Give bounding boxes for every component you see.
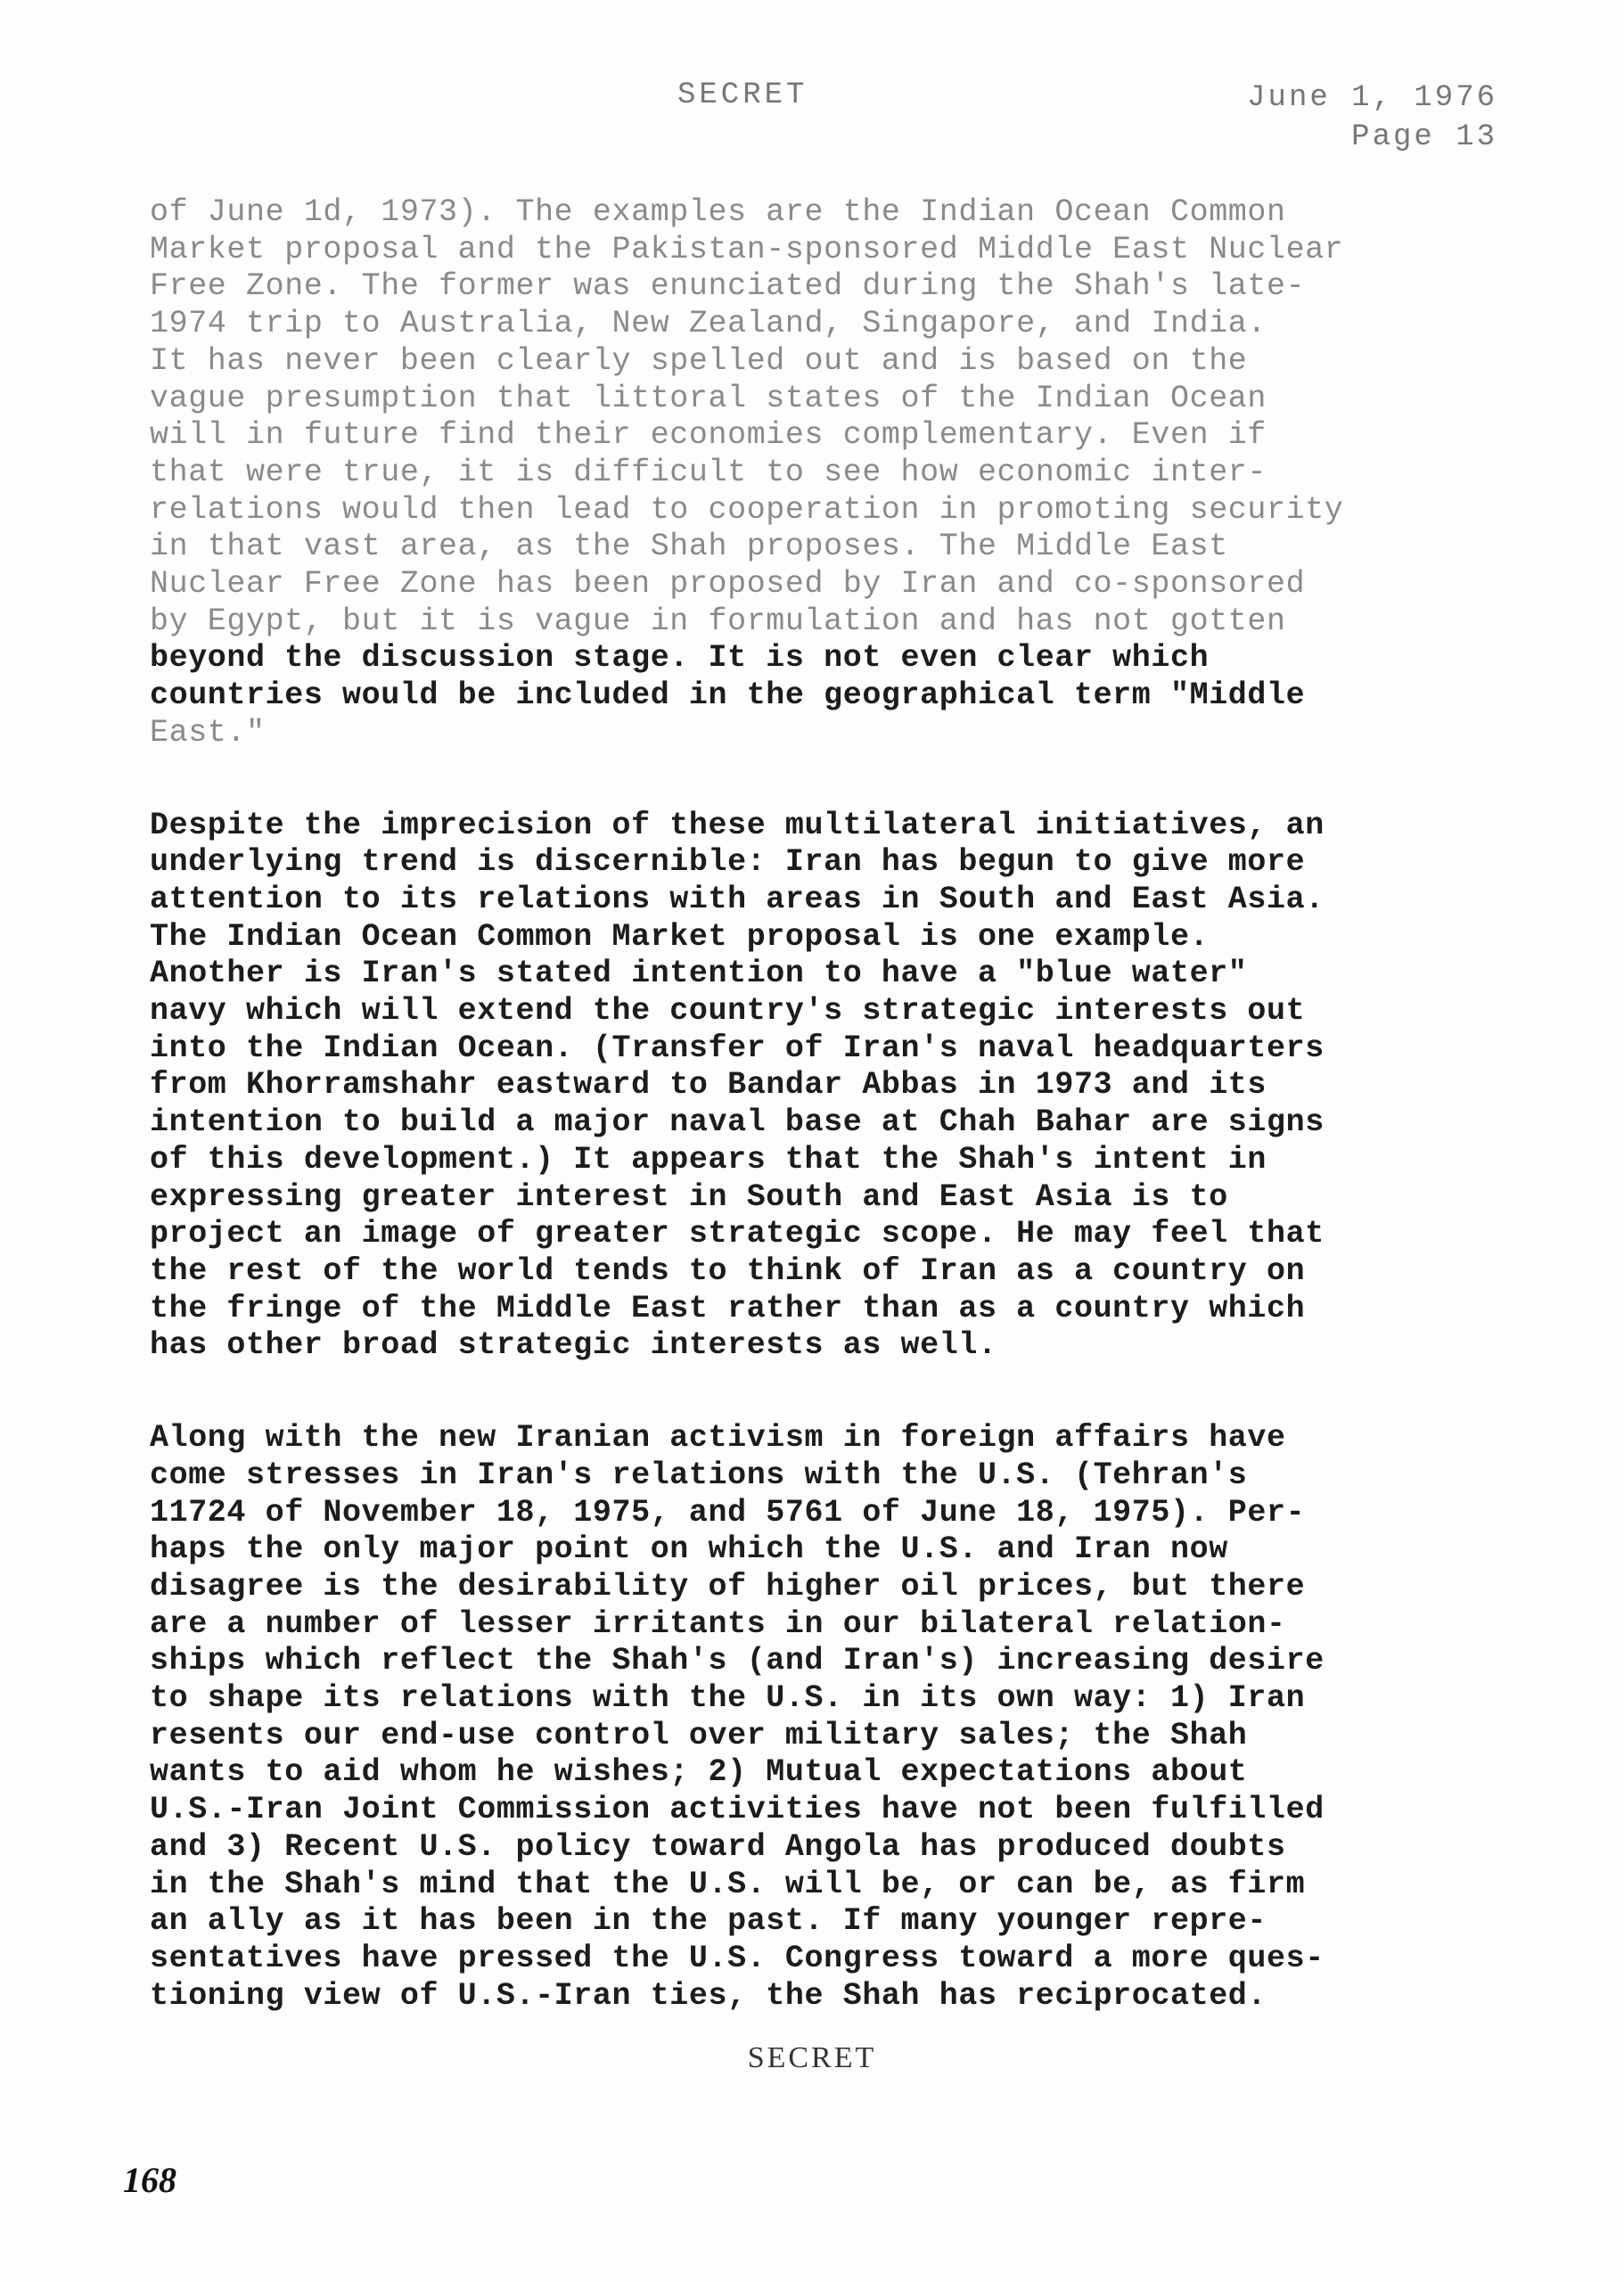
text-line: into the Indian Ocean. (Transfer of Iran's naval headquarters <box>150 1030 1325 1066</box>
text-line: are a number of lesser irritants in our bilateral relation- <box>150 1605 1286 1642</box>
text-line: countries would be included in the geographical term "Middle <box>150 677 1306 714</box>
text-line: the fringe of the Middle East rather than as a country which <box>150 1290 1306 1326</box>
text-line: It has never been clearly spelled out and is based on the <box>150 342 1248 379</box>
body-text <box>150 194 1540 2070</box>
text-line: Free Zone. The former was enunciated during the Shah's late- <box>150 268 1306 305</box>
text-line: beyond the discussion stage. It is not even clear which <box>150 640 1210 677</box>
text-line: in that vast area, as the Shah proposes. The Middle East <box>150 529 1228 565</box>
text-line: will in future find their economies complementary. Even if <box>150 417 1267 454</box>
text-line: disagree is the desirability of higher oil prices, but there <box>150 1568 1306 1605</box>
text-line: 1974 trip to Australia, New Zealand, Singapore, and India. <box>150 306 1267 342</box>
header-classification: SECRET <box>677 78 808 112</box>
text-line: intention to build a major naval base at Chah Bahar are signs <box>150 1104 1325 1141</box>
text-line: U.S.-Iran Joint Commission activities have not been fulfilled <box>150 1792 1325 1828</box>
page-number: 168 <box>123 2160 176 2200</box>
text-line: has other broad strategic interests as well. <box>150 1327 997 1364</box>
text-line: the rest of the world tends to think of Iran as a country on <box>150 1252 1306 1289</box>
header-page: Page 13 <box>1351 120 1497 154</box>
footer-classification: SECRET <box>747 2041 877 2074</box>
text-line: an ally as it has been in the past. If many younger repre- <box>150 1903 1267 1940</box>
text-line: The Indian Ocean Common Market proposal is one example. <box>150 918 1210 955</box>
text-line: resents our end-use control over military sales; the Shah <box>150 1717 1248 1753</box>
header-date-page <box>1230 78 1497 157</box>
text-line: ships which reflect the Shah's (and Iran's) increasing desire <box>150 1643 1325 1679</box>
text-line: in the Shah's mind that the U.S. will be, or can be, as firm <box>150 1866 1306 1902</box>
paragraph-2 <box>150 808 1540 1366</box>
text-line: Another is Iran's stated intention to have a "blue water" <box>150 956 1248 992</box>
text-line: tioning view of U.S.-Iran ties, the Shah has reciprocated. <box>150 1977 1267 2014</box>
text-line: haps the only major point on which the U.S. and Iran now <box>150 1531 1228 1568</box>
text-line: 11724 of November 18, 1975, and 5761 of June 18, 1975). Per- <box>150 1494 1306 1531</box>
text-line: project an image of greater strategic scope. He may feel that <box>150 1216 1325 1252</box>
text-line: of June 1d, 1973). The examples are the Indian Ocean Common <box>150 194 1286 230</box>
text-line: wants to aid whom he wishes; 2) Mutual expectations about <box>150 1754 1248 1791</box>
text-line: navy which will extend the country's strategic interests out <box>150 993 1306 1030</box>
text-line: that were true, it is difficult to see how economic inter- <box>150 454 1267 490</box>
text-line: and 3) Recent U.S. policy toward Angola has produced doubts <box>150 1828 1286 1865</box>
text-line: underlying trend is discernible: Iran has begun to give more <box>150 844 1306 881</box>
text-line: vague presumption that littoral states of the Indian Ocean <box>150 380 1267 416</box>
text-line: expressing greater interest in South and East Asia is to <box>150 1178 1228 1215</box>
text-line: sentatives have pressed the U.S. Congress toward a more ques- <box>150 1940 1325 1976</box>
paragraph-3 <box>150 1420 1540 2015</box>
text-line: East." <box>150 714 266 751</box>
text-line: of this development.) It appears that the Shah's intent in <box>150 1141 1267 1178</box>
text-line: from Khorramshahr eastward to Bandar Abbas in 1973 and its <box>150 1067 1267 1104</box>
text-line: come stresses in Iran's relations with the U.S. (Tehran's <box>150 1457 1248 1493</box>
text-line: attention to its relations with areas in South and East Asia. <box>150 881 1325 917</box>
header-date: June 1, 1976 <box>1247 81 1497 115</box>
text-line: Nuclear Free Zone has been proposed by Iran and co-sponsored <box>150 566 1306 603</box>
paragraph-1 <box>150 194 1540 752</box>
text-line: by Egypt, but it is vague in formulation and has not gotten <box>150 603 1286 639</box>
text-line: to shape its relations with the U.S. in its own way: 1) Iran <box>150 1680 1306 1717</box>
text-line: Along with the new Iranian activism in foreign affairs have <box>150 1420 1286 1457</box>
text-line: Market proposal and the Pakistan-sponsored Middle East Nuclear <box>150 231 1344 267</box>
text-line: relations would then lead to cooperation in promoting security <box>150 491 1344 528</box>
text-line: Despite the imprecision of these multilateral initiatives, an <box>150 807 1325 843</box>
